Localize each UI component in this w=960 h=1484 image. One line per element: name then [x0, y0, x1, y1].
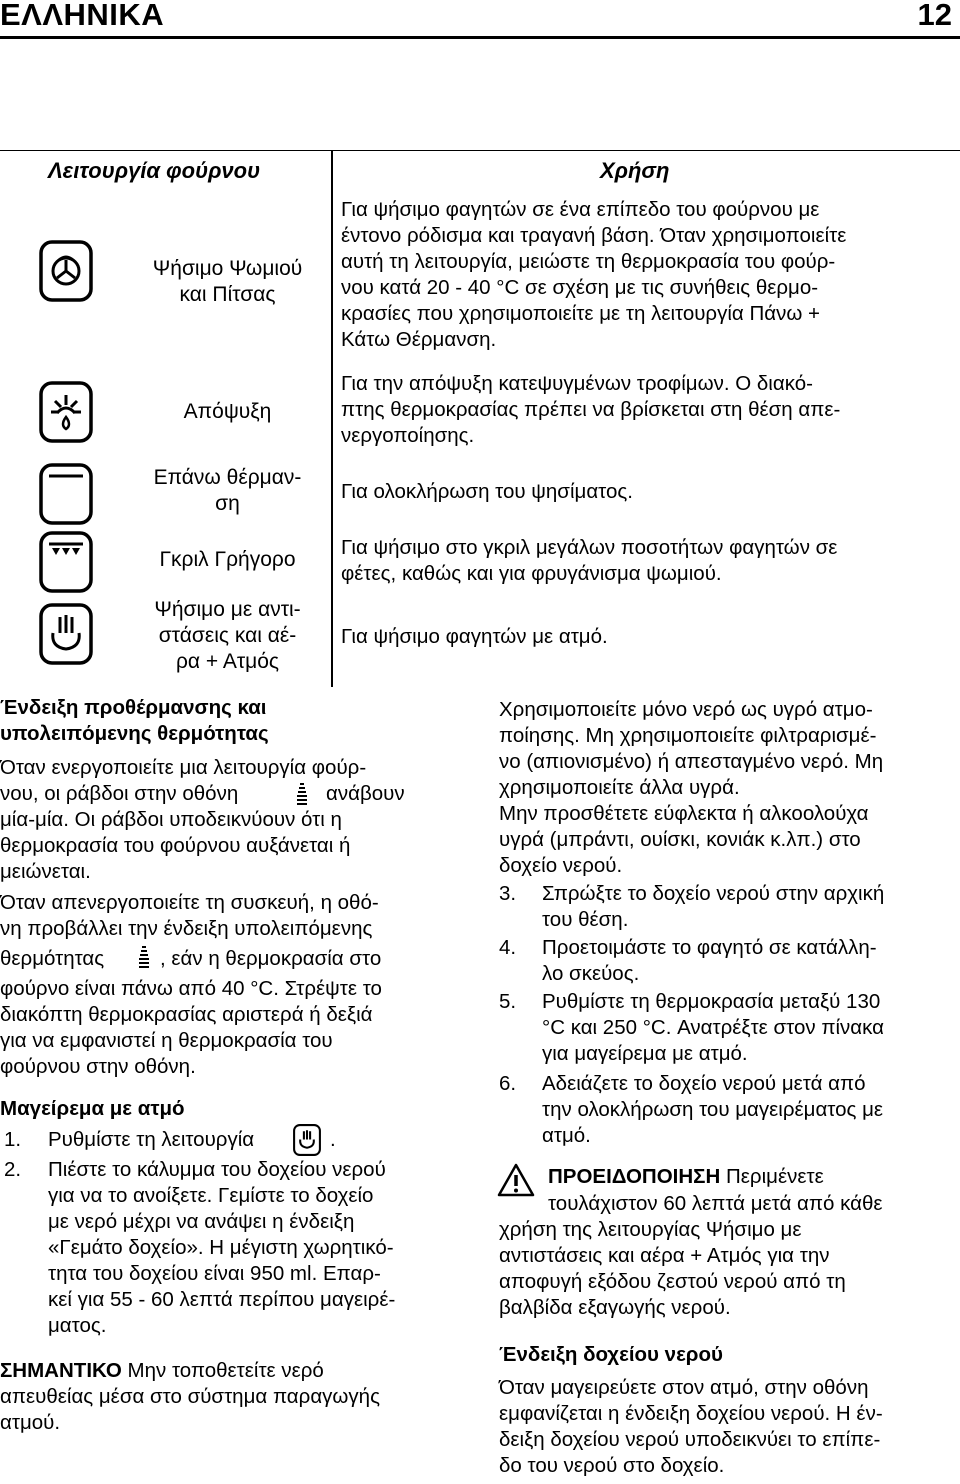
function-use-steam: Για ψήσιμο φαγητών με ατμό.	[341, 625, 608, 648]
fast-grill-icon	[39, 531, 93, 598]
language-title: ΕΛΛΗΝΙΚΑ	[0, 0, 165, 32]
steam-cooking-heading: Μαγείρεμα με ατμό	[0, 1097, 185, 1120]
function-name-steam: Ψήσιμο με αντι- στάσεις και αέ- ρα + Ατμός	[154, 598, 301, 673]
heat-indicator-paragraph-1: Όταν ενεργοποιείτε μια λειτουργία φούρ- νου, οι ράβδοι στην οθόνη ανάβουν μία-μία. Οι ράβδοι υποδεικνύουν ότι η θερμοκρασία του φούρνου αυξάνεται ή μειώνεται.	[0, 756, 405, 883]
step-2-number: 2.	[4, 1158, 22, 1181]
defrost-icon	[39, 381, 93, 448]
heat-indicator-heading: Ένδειξη προθέρμανσης και υπολειπόμενης θερμότητας	[0, 696, 269, 745]
heat-bars-icon	[296, 782, 308, 813]
column-header-function: Λειτουργία φούρνου	[48, 158, 261, 183]
step-5-number: 5.	[499, 990, 517, 1013]
step-3-text: Σπρώξτε το δοχείο νερού στην αρχική του θέση.	[542, 882, 885, 931]
water-tank-indicator-text: Όταν μαγειρεύετε στον ατμό, στην οθόνη εμφανίζεται η ένδειξη δοχείου νερού. Η έν- δειξη δοχείου νερού υποδεικνύει το επίπε- δο του νερού στο δοχείο.	[499, 1376, 883, 1477]
page-header	[0, 0, 960, 38]
residual-heat-icon	[138, 945, 150, 976]
steam-icon	[39, 603, 93, 670]
step-4-text: Προετοιμάστε το φαγητό σε κατάλλη- λο σκεύος.	[542, 936, 877, 985]
step-5-text: Ρυθμίστε τη θερμοκρασία μεταξύ 130 °C και 250 °C. Ανατρέξτε στον πίνακα για μαγείρεμα με ατμό.	[542, 990, 884, 1065]
step-6-number: 6.	[499, 1072, 517, 1095]
function-name-pizza: Ψήσιμο Ψωμιού και Πίτσας	[152, 257, 303, 306]
function-name-top-heat: Επάνω θέρμαν- ση	[153, 466, 302, 515]
warning-icon	[497, 1163, 535, 1202]
warning-second-line: τουλάχιστον 60 λεπτά μετά από κάθε	[548, 1192, 883, 1215]
warning-text: χρήση της λειτουργίας Ψήσιμο με αντιστάσεις και αέρα + Ατμός για την αποφυγή εξόδου ζεστού νερού από τη βαλβίδα εξαγωγής νερού.	[499, 1218, 846, 1319]
function-use-defrost: Για την απόψυξη κατεψυγμένων τροφίμων. Ο διακό- πτης θερμοκρασίας πρέπει να βρίσκεται στη θέση απε- νεργοποίησης.	[341, 372, 841, 447]
water-usage-note: Χρησιμοποιείτε μόνο νερό ως υγρό ατμο- ποίησης. Μη χρησιμοποιείτε φιλτραρισμέ- νο (απιονισμένο) ή απεσταγμένο νερό. Μη χρησιμοποιείτε άλλα υγρά. Μην προσθέτετε εύφλεκτα ή αλκοολούχα υγρά (μπράντι, ουίσκι, κονιάκ κ.λπ.) στο δοχείο νερού.	[499, 698, 884, 877]
header-rule	[0, 36, 960, 39]
step-4-number: 4.	[499, 936, 517, 959]
function-name-defrost: Απόψυξη	[183, 400, 272, 423]
column-header-use: Χρήση	[600, 158, 670, 183]
important-note: ΣΗΜΑΝΤΙΚΟ Μην τοποθετείτε νερό απευθείας μέσα στο σύστημα παραγωγής ατμού.	[0, 1359, 380, 1434]
step-3-number: 3.	[499, 882, 517, 905]
function-use-top-heat: Για ολοκλήρωση του ψησίματος.	[341, 480, 633, 503]
page-number: 12	[917, 0, 952, 32]
water-tank-indicator-heading: Ένδειξη δοχείου νερού	[499, 1343, 723, 1366]
heat-indicator-paragraph-2: Όταν απενεργοποιείτε τη συσκευή, η οθό- νη προβάλλει την ένδειξη υπολειπόμενης θερμότητας , εάν η θερμοκρασία στο φούρνο είναι πάνω από 40 °C. Στρέψτε το διακόπτη θερμοκρασίας αριστερά ή δεξιά για να εμφανιστεί η θερμοκρασία του φούρνου στην οθόνη.	[0, 891, 382, 1078]
step-6-text: Αδειάζετε το δοχείο νερού μετά από την ολοκλήρωση του μαγειρέματος με ατμό.	[542, 1072, 884, 1147]
table-column-divider	[331, 150, 333, 687]
top-heat-icon	[39, 463, 93, 530]
warning-first-line: ΠΡΟΕΙΔΟΠΟΙΗΣΗ Περιμένετε	[548, 1165, 824, 1188]
function-name-fast-grill: Γκριλ Γρήγορο	[159, 548, 296, 571]
step-1-number: 1.	[4, 1128, 22, 1151]
function-use-fast-grill: Για ψήσιμο στο γκριλ μεγάλων ποσοτήτων φαγητών σε φέτες, καθώς και για φρυγάνισμα ψωμιού.	[341, 536, 838, 585]
function-use-pizza: Για ψήσιμο φαγητών σε ένα επίπεδο του φούρνου με έντονο ρόδισμα και τραγανή βάση. Όταν χρησιμοποιείτε αυτή τη λειτουργία, μειώστε τη θερμοκρασία του φούρ- νου κατά 20 - 40 °C σε σχέση με τις συνήθεις θερμο- κρασίες που χρησιμοποιείτε με τη λειτουργία Πάνω + Κάτω Θέρμανση.	[341, 198, 847, 351]
fan-pizza-icon	[39, 240, 93, 307]
step-1-text: Ρυθμίστε τη λειτουργία .	[48, 1127, 468, 1153]
step-2-text: Πιέστε το κάλυμμα του δοχείου νερού για να το ανοίξετε. Γεμίστε το δοχείο με νερό μέχρι να ανάψει η ένδειξη «Γεμάτο δοχείο». Η μέγιστη χωρητικό- τητα του δοχείου είναι 950 ml. Επαρ- κεί για 55 - 60 λεπτά περίπου μαγειρέ- ματος.	[48, 1158, 396, 1337]
table-top-rule	[0, 150, 960, 151]
